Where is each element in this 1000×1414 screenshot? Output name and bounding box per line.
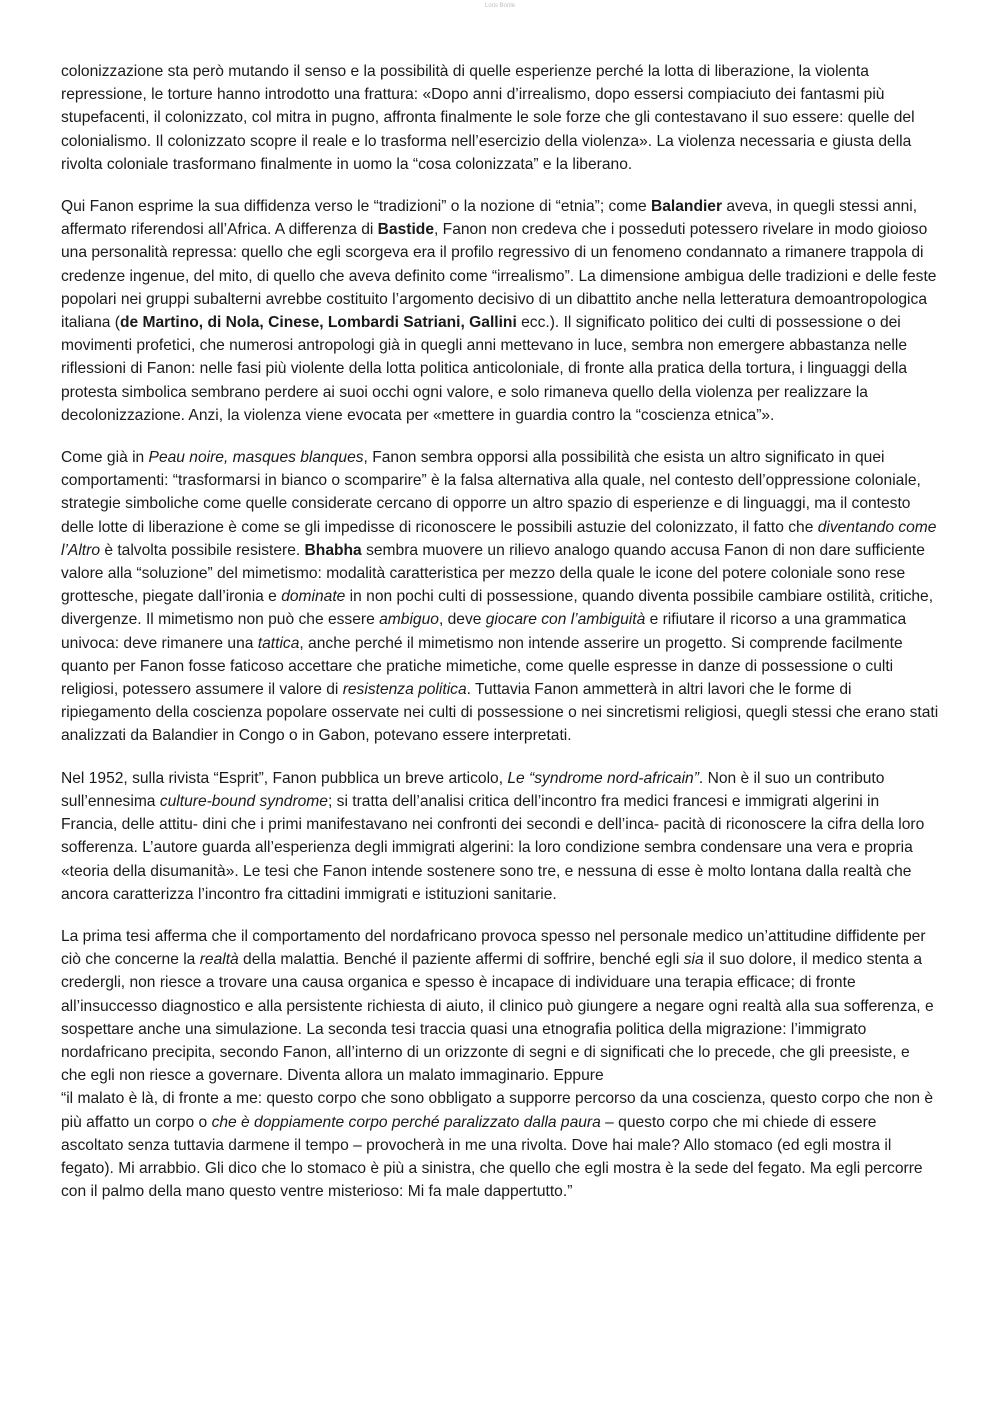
italic-text: resistenza politica: [342, 681, 467, 699]
paragraph: [61, 195, 939, 427]
bold-text: de Martino, di Nola, Cinese, Lombardi Satriani, Gallini: [119, 314, 517, 332]
text-run: . Non è il suo un contributo sull’ennesima: [61, 769, 885, 810]
text-run: . Tuttavia Fanon ammetterà in altri lavori che le forme di ripiegamento della coscienza popolare osservate nei culti di possessione o nei sincretismi religiosi, quegli stessi che erano stati analizzati da Balandier in Congo o in Gabon, potevano essere interpretati.: [61, 681, 939, 745]
text-run: e rifiutare il ricorso a una grammatica univoca: deve rimanere una: [61, 611, 907, 652]
text-run: , deve: [438, 611, 486, 629]
text-run: Qui Fanon esprime la sua diffidenza verso le “tradizioni” o la nozione di “etnia”; come: [61, 198, 651, 216]
text-run: è talvolta possibile resistere.: [100, 541, 305, 559]
paragraph: [61, 925, 939, 1203]
italic-text: Peau noire, masques blanques: [148, 449, 364, 467]
bold-text: Bastide: [377, 221, 435, 239]
text-run: il suo dolore, il medico stenta a credergli, non riesce a trovare una causa organica e spesso è incapace di individuare una terapia efficace; di fronte all’insuccesso diagnostico e alla persistente richiesta di aiuto, il clinico può giungere a negare ogni realtà alla sua sofferenza, e sospettare anche una simulazione. La seconda tesi traccia quasi una etnografia politica della migrazione: l’immigrato nordafricano precipita, secondo Fanon, all’interno di un orizzonte di segni e di significati che lo precede, che gli preesiste, e che egli non riesce a governare. Diventa allora un malato immaginario. Eppure: [61, 951, 934, 1085]
text-run: – questo corpo che mi chiede di essere ascoltato senza tuttavia darmene il tempo – provocherà in me una rivolta. Dove hai male? Allo stomaco (ed egli mostra il fegato). Mi arrabbio. Gli dico che lo stomaco è più a sinistra, che quello che egli mostra è la sede del fegato. Ma egli percorre con il palmo della mano questo ventre misterioso: Mi fa male dappertutto.”: [61, 1113, 923, 1201]
italic-text: che è doppiamente corpo perché paralizzato dalla paura: [211, 1113, 601, 1131]
text-run: sembra muovere un rilievo analogo quando accusa Fanon di non dare sufficiente valore alla “soluzione” del mimetismo: modalità caratteristica per mezzo della quale le icone del potere coloniale sono rese grottesche, piegate dall’ironia e: [61, 541, 925, 606]
text-run: ecc.). Il significato politico dei culti di possessione o dei movimenti profetici, che numerosi antropologi già in quegli anni mettevano in luce, sembra non emergere abbastanza nelle riflessioni di Fanon: nelle fasi più violente della lotta politica anticoloniale, di fronte alla pratica della tortura, i linguaggi della protesta simbolica sembrano perdere ai suoi occhi ogni valore, e solo rimaneva quello della violenza per realizzare la decolonizzazione. Anzi, la violenza viene evocata per «mettere in guardia contro la “coscienza etnica”».: [61, 314, 908, 424]
text-run: ; si tratta dell’analisi critica dell’incontro fra medici francesi e immigrati algerini in Francia, delle attitu- dini che i primi manifestavano nei confronti dei secondi e dell’inca- pacità di riconoscere la cifra della loro sofferenza. L’autore guarda all’esperienza degli immigrati algerini: la loro condizione sembra condensare una vera e propria «teoria della disumanità». Le tesi che Fanon intende sostenere sono tre, e nessuna di esse è molto lontana dalla realtà che ancora caratterizza l’incontro fra cittadini immigrati e istituzioni sanitarie.: [61, 792, 925, 903]
text-run: Nel 1952, sulla rivista “Esprit”, Fanon pubblica un breve articolo,: [61, 769, 508, 787]
paragraph: [61, 767, 939, 906]
italic-text: ambiguo: [379, 611, 439, 629]
text-run: colonizzazione sta però mutando il senso e la possibilità di quelle esperienze perché la lotta di liberazione, la violenta repressione, le torture hanno introdotto una frattura: «Dopo anni d’irrealismo, dopo essersi compiaciuto dei fantasmi più stupefacenti, il colonizzato, col mitra in pugno, affronta finalmente le sole forze che gli contestavano il suo essere: quelle del colonialismo. Il colonizzato scopre il reale e lo trasforma nell’esercizio della violenza». La violenza necessaria e giusta della rivolta coloniale trasformano finalmente in uomo la “cosa colonizzata” e la liberano.: [61, 63, 915, 173]
italic-text: tattica: [257, 634, 300, 652]
italic-text: sia: [683, 951, 704, 969]
text-run: , Fanon sembra opporsi alla possibilità che esista un altro significato in quei comportamenti: “trasformarsi in bianco o scomparire” è la falsa alternativa alla quale, nel contesto dell’oppressione coloniale, strategie simboliche come quelle considerate cercano di opporre un altro spazio di esperienze e di linguaggi, ma il contesto delle lotte di liberazione è come se gli impedisse di riconoscere le possibili astuzie del colonizzato, il fatto che: [61, 449, 921, 536]
text-run: “il malato è là, di fronte a me: questo corpo che sono obbligato a supporre percorso da una coscienza, questo corpo che non è più affatto un corpo o: [61, 1090, 934, 1131]
italic-text: realtà: [199, 951, 239, 969]
running-head: Loris Borile: [484, 3, 515, 9]
text-run: Come già in: [61, 449, 149, 467]
italic-text: giocare con l’ambiguità: [485, 611, 646, 629]
italic-text: Le “syndrome nord-africain”: [507, 769, 699, 787]
italic-text: dominate: [281, 588, 346, 606]
text-run: in non pochi culti di possessione, quando diventa possibile cambiare ostilità, critiche, divergenze. Il mimetismo non può che essere: [61, 588, 934, 629]
text-run: , anche perché il mimetismo non intende asserire un progetto. Si comprende facilmente quanto per Fanon fosse faticoso accettare che pratiche mimetiche, come quelle espresse in danze di possessione o culti religiosi, potessero assumere il valore di: [61, 634, 903, 699]
bold-text: Balandier: [650, 198, 723, 216]
text-run: della malattia. Benché il paziente affermi di soffrire, benché egli: [238, 951, 684, 969]
text-run: La prima tesi afferma che il comportamento del nordafricano provoca spesso nel personale medico un’attitudine diffidente per ciò che concerne la: [61, 927, 926, 969]
italic-text: diventando come l’Altro: [61, 518, 937, 559]
paragraph: [61, 446, 939, 748]
text-body: [61, 60, 939, 1222]
bold-text: Bhabha: [304, 541, 362, 559]
text-run: aveva, in quegli stessi anni, affermato riferendosi all’Africa. A differenza di: [61, 198, 918, 239]
text-run: , Fanon non credeva che i posseduti potessero rivelare in modo gioioso una personalità repressa: quello che egli scorgeva era il profilo regressivo di un fenomeno condannato a rimanere trappola di credenze ingenue, del mito, di quello che aveva definito come “irrealismo”. La dimensione ambigua delle tradizioni e delle feste popolari nei gruppi subalterni avrebbe costituito l’argomento decisivo di un dibattito anche nella letteratura demoantropologica italiana (: [61, 221, 937, 332]
paragraph: [61, 60, 939, 176]
italic-text: culture-bound syndrome: [159, 792, 328, 810]
